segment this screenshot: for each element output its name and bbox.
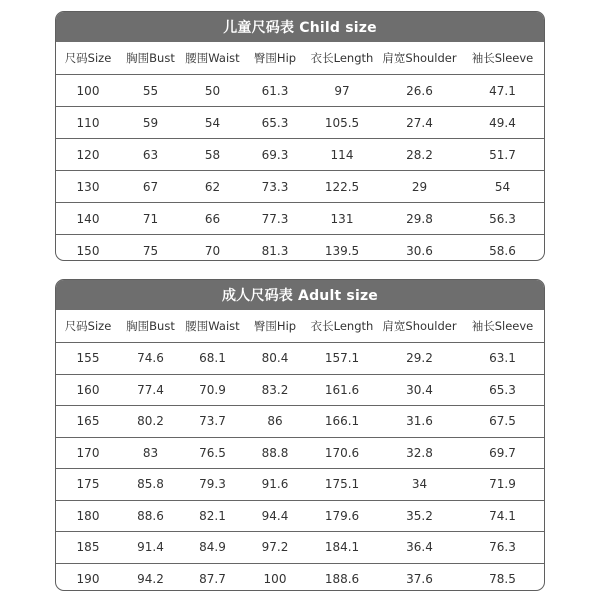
table-cell: 83.2 [244,374,306,406]
column-header: 尺码Size [64,51,112,65]
table-row [56,406,544,438]
table-cell: 66 [181,203,244,235]
table-cell: 77.4 [120,374,181,406]
table-cell: 67.5 [461,406,544,438]
table-row [56,532,544,564]
table-cell: 88.8 [244,437,306,469]
table-cell: 82.1 [181,500,244,532]
column-header: 袖长Sleeve [471,319,534,333]
table-cell: 94.4 [244,500,306,532]
table-cell: 78.5 [461,563,544,591]
table-cell: 54 [181,107,244,139]
table-cell: 88.6 [120,500,181,532]
table-cell: 94.2 [120,563,181,591]
table-cell: 29.2 [378,343,461,375]
table-cell: 63.1 [461,343,544,375]
adult-size-table [55,279,545,591]
table-cell: 68.1 [181,343,244,375]
column-header: 尺码Size [64,319,112,333]
table-row [56,139,544,171]
column-header: 肩宽Shoulder [382,319,457,333]
table-cell: 58 [181,139,244,171]
table-cell: 165 [56,406,120,438]
table-cell: 74.1 [461,500,544,532]
table-cell: 185 [56,532,120,564]
column-header-row [56,42,544,75]
column-header-row [56,310,544,343]
table-cell: 55 [120,75,181,107]
table-cell: 166.1 [306,406,378,438]
table-cell: 32.8 [378,437,461,469]
table-cell: 80.4 [244,343,306,375]
table-cell: 170 [56,437,120,469]
table-row [56,374,544,406]
column-header: 臀围Hip [253,51,297,65]
table-row [56,107,544,139]
table-cell: 27.4 [378,107,461,139]
column-header: 衣长Length [310,51,374,65]
table-cell: 83 [120,437,181,469]
table-cell: 26.6 [378,75,461,107]
column-header: 肩宽Shoulder [382,51,457,65]
table-cell: 69.3 [244,139,306,171]
table-cell: 175.1 [306,469,378,501]
table-row [56,343,544,375]
table-cell: 71.9 [461,469,544,501]
table-cell: 30.6 [378,235,461,262]
table-cell: 73.3 [244,171,306,203]
column-header: 胸围Bust [126,51,175,65]
table-cell: 63 [120,139,181,171]
table-cell: 49.4 [461,107,544,139]
table-row [56,203,544,235]
adult-table-grid [56,310,544,591]
table-cell: 79.3 [181,469,244,501]
table-cell: 51.7 [461,139,544,171]
table-cell: 170.6 [306,437,378,469]
adult-table-title: 成人尺码表 Adult size [56,280,544,310]
table-cell: 76.3 [461,532,544,564]
table-cell: 84.9 [181,532,244,564]
table-cell: 190 [56,563,120,591]
table-cell: 75 [120,235,181,262]
table-cell: 28.2 [378,139,461,171]
child-size-table [55,11,545,261]
table-cell: 71 [120,203,181,235]
column-header: 衣长Length [310,319,374,333]
table-cell: 74.6 [120,343,181,375]
table-cell: 34 [378,469,461,501]
column-header: 胸围Bust [126,319,175,333]
table-cell: 155 [56,343,120,375]
table-cell: 73.7 [181,406,244,438]
table-cell: 67 [120,171,181,203]
table-cell: 91.4 [120,532,181,564]
table-cell: 130 [56,171,120,203]
table-row [56,75,544,107]
table-cell: 30.4 [378,374,461,406]
table-cell: 122.5 [306,171,378,203]
table-cell: 188.6 [306,563,378,591]
table-cell: 65.3 [461,374,544,406]
table-row [56,469,544,501]
table-cell: 139.5 [306,235,378,262]
child-table-body [56,42,544,261]
column-header: 臀围Hip [253,319,297,333]
table-cell: 97.2 [244,532,306,564]
table-cell: 77.3 [244,203,306,235]
table-cell: 120 [56,139,120,171]
table-cell: 114 [306,139,378,171]
table-cell: 161.6 [306,374,378,406]
table-cell: 59 [120,107,181,139]
table-cell: 81.3 [244,235,306,262]
table-cell: 61.3 [244,75,306,107]
table-row [56,235,544,262]
table-cell: 36.4 [378,532,461,564]
table-cell: 50 [181,75,244,107]
table-cell: 58.6 [461,235,544,262]
table-cell: 80.2 [120,406,181,438]
table-row [56,563,544,591]
table-cell: 175 [56,469,120,501]
table-cell: 76.5 [181,437,244,469]
table-row [56,500,544,532]
table-cell: 31.6 [378,406,461,438]
table-cell: 69.7 [461,437,544,469]
table-cell: 87.7 [181,563,244,591]
table-cell: 97 [306,75,378,107]
table-cell: 179.6 [306,500,378,532]
table-cell: 37.6 [378,563,461,591]
adult-table-body [56,310,544,591]
table-cell: 140 [56,203,120,235]
table-cell: 35.2 [378,500,461,532]
table-cell: 131 [306,203,378,235]
table-cell: 100 [244,563,306,591]
table-cell: 85.8 [120,469,181,501]
table-cell: 47.1 [461,75,544,107]
table-cell: 91.6 [244,469,306,501]
table-cell: 29.8 [378,203,461,235]
table-cell: 86 [244,406,306,438]
column-header: 腰围Waist [185,319,240,333]
table-cell: 157.1 [306,343,378,375]
table-cell: 100 [56,75,120,107]
table-cell: 29 [378,171,461,203]
column-header: 腰围Waist [185,51,240,65]
child-table-grid [56,42,544,261]
table-row [56,437,544,469]
child-table-title: 儿童尺码表 Child size [56,12,544,42]
table-cell: 54 [461,171,544,203]
table-cell: 110 [56,107,120,139]
table-cell: 70.9 [181,374,244,406]
table-cell: 62 [181,171,244,203]
column-header: 袖长Sleeve [471,51,534,65]
table-cell: 105.5 [306,107,378,139]
table-cell: 180 [56,500,120,532]
table-row [56,171,544,203]
table-cell: 160 [56,374,120,406]
table-cell: 56.3 [461,203,544,235]
table-cell: 65.3 [244,107,306,139]
table-cell: 184.1 [306,532,378,564]
table-cell: 150 [56,235,120,262]
table-cell: 70 [181,235,244,262]
